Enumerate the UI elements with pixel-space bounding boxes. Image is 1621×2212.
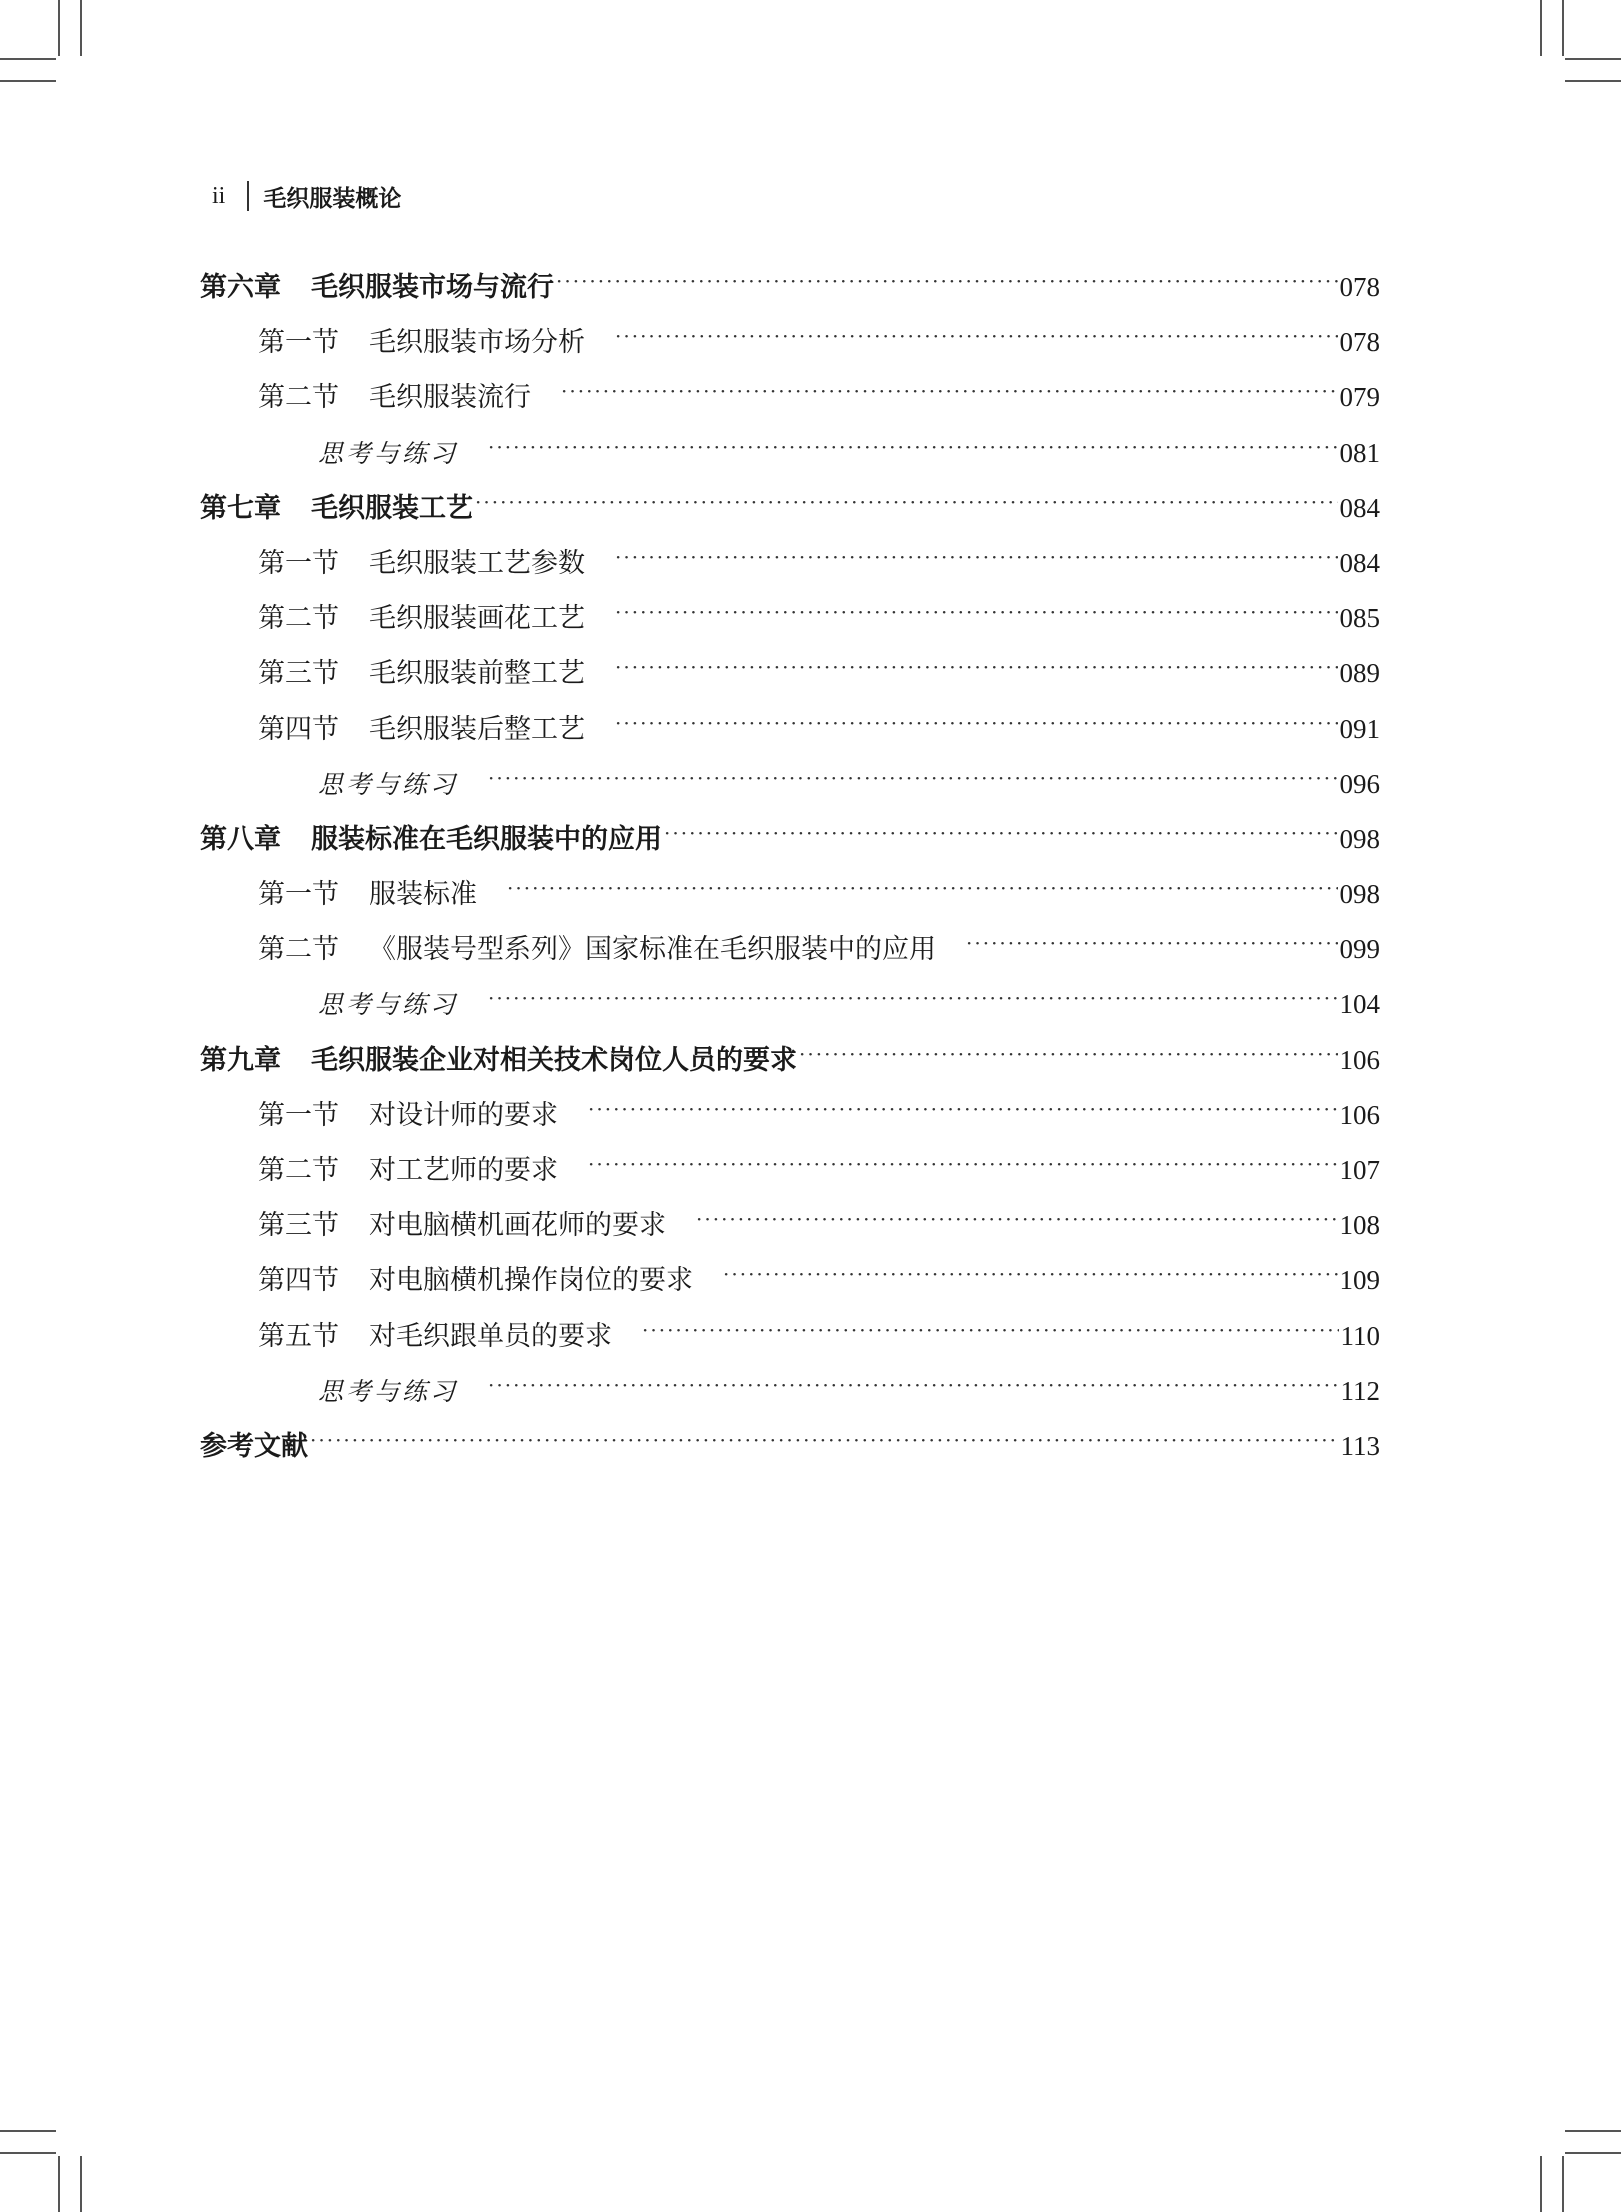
toc-entry-number: 第九章: [200, 1044, 281, 1076]
toc-entry-number: 第四节: [258, 1265, 339, 1297]
toc-page-number: 109: [1339, 1265, 1380, 1296]
crop-mark: [1540, 2156, 1542, 2212]
dot-leader: [966, 914, 1338, 971]
dot-leader: [615, 638, 1338, 695]
crop-mark: [1562, 2156, 1564, 2212]
book-title: 毛织服装概论: [263, 185, 402, 212]
toc-page-number: 112: [1340, 1375, 1380, 1406]
toc-entry-number: 第二节: [258, 603, 339, 635]
crop-mark: [80, 2156, 82, 2212]
toc-entry-number: 第六章: [200, 272, 281, 303]
toc-entry-number: 第一节: [258, 547, 339, 579]
toc-page-number: 089: [1339, 658, 1380, 689]
toc-page-number: 078: [1339, 272, 1380, 302]
crop-mark: [58, 2156, 60, 2212]
dot-leader: [696, 1190, 1338, 1247]
crop-mark: [1565, 58, 1621, 60]
toc-page-number: 081: [1339, 437, 1380, 468]
crop-mark: [0, 80, 56, 82]
toc-entry-number: 第二节: [258, 382, 339, 414]
running-head: [212, 178, 401, 214]
toc-page-number: 104: [1339, 989, 1380, 1020]
toc-entry-title: 对电脑横机画花师的要求: [369, 1210, 666, 1242]
dot-leader: [615, 694, 1338, 751]
toc-entry-number: 第一节: [258, 1099, 339, 1131]
toc-entry-label: [258, 536, 613, 591]
toc-entry-label: [258, 591, 613, 646]
dot-leader: [723, 1245, 1338, 1302]
toc-entry-title: 毛织服装市场分析: [369, 327, 585, 359]
crop-mark: [0, 2130, 56, 2132]
dot-leader: [488, 1356, 1338, 1413]
dot-leader: [488, 969, 1337, 1026]
dot-leader: [488, 418, 1337, 475]
toc-entry-label: [318, 426, 486, 481]
toc-entry-label: [318, 757, 486, 812]
dot-leader: [488, 749, 1337, 806]
toc-entry-number: 第三节: [258, 658, 339, 690]
toc-entry-number: 第五节: [258, 1320, 339, 1352]
dot-leader: [615, 307, 1338, 364]
toc-entry-title: 对设计师的要求: [369, 1099, 558, 1131]
toc-entry-title: 毛织服装前整工艺: [369, 658, 585, 690]
toc-page-number: 084: [1339, 492, 1380, 523]
dot-leader: [588, 1080, 1338, 1137]
dot-leader: [310, 1411, 1339, 1468]
toc-page-number: 106: [1339, 1099, 1380, 1130]
toc-entry-label: [258, 1143, 586, 1198]
toc-entry-number: 第七章: [200, 492, 281, 524]
crop-mark: [0, 58, 56, 60]
toc-entry-title: 对电脑横机操作岗位的要求: [369, 1265, 693, 1297]
toc-entry-title: 毛织服装市场与流行: [311, 272, 554, 303]
toc-page-number: 091: [1339, 713, 1380, 744]
toc-page-number: 110: [1340, 1320, 1380, 1351]
toc-entry-title: 思考与练习: [318, 769, 459, 799]
toc-page-number: 099: [1339, 934, 1380, 965]
crop-mark: [1565, 80, 1621, 82]
toc-entry-label: [200, 481, 473, 536]
toc-page-number: 106: [1339, 1044, 1380, 1075]
toc-entry-label: [318, 977, 486, 1032]
toc-entry-label: [258, 867, 505, 922]
toc-entry-title: 《服装号型系列》国家标准在毛织服装中的应用: [369, 934, 936, 966]
toc-page-number: 096: [1339, 768, 1380, 799]
toc-page-number: 084: [1339, 547, 1380, 578]
toc-entry-title: 参考文献: [200, 1430, 308, 1462]
toc-entry-label: [200, 260, 554, 315]
dot-leader: [799, 1025, 1338, 1082]
toc-entry-title: 服装标准在毛织服装中的应用: [311, 823, 662, 855]
dot-leader: [615, 528, 1338, 585]
toc-entry-title: 毛织服装企业对相关技术岗位人员的要求: [311, 1044, 797, 1076]
crop-mark: [58, 0, 60, 56]
toc-page-number: 108: [1339, 1210, 1380, 1241]
dot-leader: [615, 583, 1338, 640]
toc-entry-label: [258, 1198, 694, 1253]
toc-entry-number: 第二节: [258, 1155, 339, 1186]
toc-chapter-entry[interactable]: [200, 1419, 1380, 1474]
toc-entry-title: 对毛织跟单员的要求: [369, 1320, 612, 1352]
toc-entry-number: 第二节: [258, 934, 339, 966]
toc-page-number: 098: [1339, 823, 1380, 854]
toc-entry-number: 第三节: [258, 1210, 339, 1242]
toc-entry-title: 毛织服装工艺: [311, 492, 473, 524]
toc-entry-label: [258, 646, 613, 701]
toc-entry-number: 第四节: [258, 713, 339, 745]
toc-entry-number: 第一节: [258, 327, 339, 359]
toc-page-number: 107: [1339, 1155, 1380, 1185]
header-divider: [247, 181, 249, 211]
crop-mark: [1565, 2152, 1621, 2154]
dot-leader: [588, 1135, 1338, 1192]
toc-entry-title: 对工艺师的要求: [369, 1155, 558, 1186]
toc-entry-title: 毛织服装画花工艺: [369, 603, 585, 635]
toc-entry-title: 思考与练习: [318, 990, 459, 1020]
crop-mark: [0, 2152, 56, 2154]
toc-entry-number: 第一节: [258, 879, 339, 911]
toc-page-number: 078: [1339, 327, 1380, 358]
toc-entry-title: 思考与练习: [318, 438, 459, 468]
toc-entry-title: 服装标准: [369, 879, 477, 911]
toc-entry-title: 思考与练习: [318, 1376, 459, 1406]
page-folio: ii: [212, 182, 226, 209]
toc-entry-title: 毛织服装工艺参数: [369, 547, 585, 579]
toc-entry-label: [200, 1419, 308, 1474]
toc-page-number: 098: [1339, 879, 1380, 910]
crop-mark: [1565, 2130, 1621, 2132]
toc-entry-label: [258, 1088, 586, 1143]
dot-leader: [507, 859, 1338, 916]
toc-entry-number: 第八章: [200, 823, 281, 855]
toc-page-number: 113: [1340, 1430, 1380, 1461]
crop-mark: [1540, 0, 1542, 56]
toc-entry-title: 毛织服装后整工艺: [369, 713, 585, 745]
dot-leader: [561, 362, 1338, 419]
toc-page-number: 079: [1339, 382, 1380, 413]
crop-mark: [1562, 0, 1564, 56]
toc-page-number: 085: [1339, 603, 1380, 634]
dot-leader: [475, 473, 1338, 530]
toc-entry-title: 毛织服装流行: [369, 382, 531, 414]
dot-leader: [556, 252, 1338, 309]
table-of-contents: [200, 260, 1380, 1474]
dot-leader: [664, 804, 1338, 861]
crop-mark: [80, 0, 82, 56]
toc-entry-label: [258, 315, 613, 370]
dot-leader: [642, 1301, 1339, 1358]
